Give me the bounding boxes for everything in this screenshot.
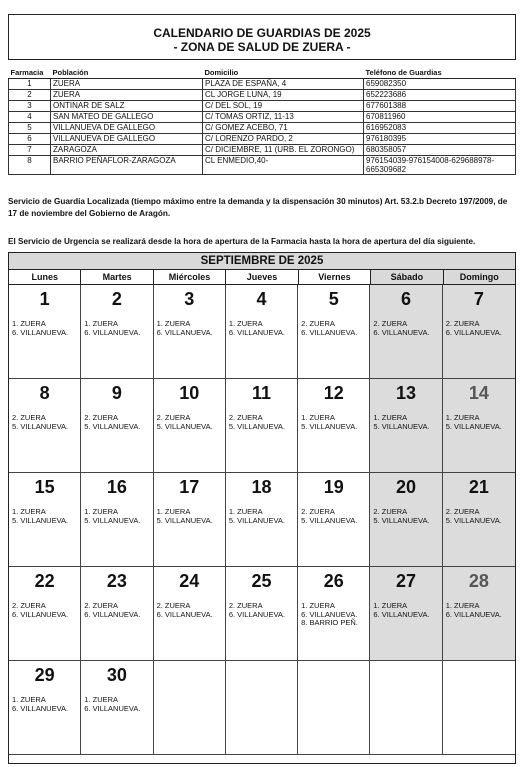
calendar-day — [298, 567, 370, 661]
guard-entry: 5. VILLANUEVA. — [301, 421, 358, 431]
calendar-day — [226, 473, 298, 567]
guard-entry: 6. VILLANUEVA. — [84, 609, 141, 619]
calendar-day — [81, 473, 153, 567]
cell-domicilio: C/ TOMAS ORTIZ, 11-13 — [203, 112, 364, 123]
cell-domicilio: C/ DICIEMBRE, 11 (URB. EL ZORONGO) — [203, 145, 364, 156]
guard-entry: 1. ZUERA — [84, 319, 119, 328]
guard-entry: 5. VILLANUEVA. — [12, 515, 69, 525]
col-farmacia: Farmacia — [9, 66, 51, 79]
guard-entry: 5. VILLANUEVA. — [373, 515, 430, 525]
cell-telefono: 680358057 — [364, 145, 516, 156]
calendar-day — [154, 567, 226, 661]
weekday-sun: Domingo — [444, 270, 515, 284]
guard-entry: 6. VILLANUEVA. — [445, 327, 502, 337]
guard-entry: 5. VILLANUEVA. — [373, 421, 430, 431]
guard-entry: 5. VILLANUEVA. — [445, 515, 502, 525]
weekday-tue: Martes — [81, 270, 153, 284]
day-number: 7 — [473, 289, 484, 309]
cell-domicilio: C/ LORENZO PARDO, 2 — [203, 134, 364, 145]
calendar-empty-cell — [370, 661, 442, 755]
guard-list — [229, 508, 297, 525]
guard-entry: 6. VILLANUEVA. — [12, 609, 69, 619]
guard-list — [84, 320, 152, 337]
weekday-mon: Lunes — [9, 270, 81, 284]
day-number: 25 — [251, 571, 272, 591]
guard-entry: 1. ZUERA — [301, 601, 335, 610]
calendar-day — [9, 473, 81, 567]
calendar-empty-cell — [154, 661, 226, 755]
calendar-day — [154, 473, 226, 567]
calendar-day — [81, 285, 153, 379]
pharmacy-table-body — [9, 79, 516, 175]
cell-farmacia: 6 — [9, 134, 51, 145]
calendar-day — [443, 473, 515, 567]
calendar-grid — [9, 285, 515, 755]
guard-entry: 8. BARRIO PEÑ. — [301, 618, 358, 627]
day-number: 26 — [323, 571, 344, 591]
guard-list — [301, 602, 369, 628]
table-row — [9, 123, 516, 134]
guard-list — [157, 602, 225, 619]
urgency-note: El Servicio de Urgencia se realizará desde la hora de apertura de la Farmacia hasta la hora de apertura del día siguiente. — [8, 237, 476, 246]
title-box — [8, 14, 516, 60]
weekday-sat: Sábado — [371, 270, 443, 284]
guard-entry: 1. ZUERA — [84, 507, 119, 516]
cell-farmacia: 2 — [9, 90, 51, 101]
guard-entry: 2. ZUERA — [228, 413, 263, 422]
guard-entry: 5. VILLANUEVA. — [228, 421, 285, 431]
guard-list — [446, 508, 515, 525]
guard-entry: 1. ZUERA — [156, 507, 191, 516]
guard-entry: 6. VILLANUEVA. — [301, 327, 358, 337]
day-number: 20 — [396, 477, 417, 497]
guard-entry: 2. ZUERA — [12, 601, 46, 610]
calendar-day — [226, 285, 298, 379]
guard-entry: 1. ZUERA — [445, 413, 480, 422]
guard-list — [84, 602, 152, 619]
guard-entry: 1. ZUERA — [156, 319, 191, 328]
guard-list — [446, 414, 515, 431]
guard-entry: 2. ZUERA — [301, 507, 335, 516]
guard-note: Servicio de Guardia Localizada (tiempo máximo entre la demanda y la dispensación 30 minutos) Art. 53.2.b Decreto 197/2009, de 17 de noviembre del Gobierno de Aragón. — [8, 197, 508, 218]
guard-entry: 1. ZUERA — [373, 601, 408, 610]
guard-entry: 5. VILLANUEVA. — [228, 515, 285, 525]
guard-entry: 2. ZUERA — [445, 507, 480, 516]
cell-poblacion: ONTINAR DE SALZ — [51, 101, 203, 112]
guard-entry: 6. VILLANUEVA. — [228, 609, 285, 619]
day-number: 24 — [179, 571, 200, 591]
calendar-day — [443, 379, 515, 473]
cell-domicilio: CL ENMEDIO,40- — [203, 156, 364, 175]
cell-farmacia: 7 — [9, 145, 51, 156]
guard-entry: 2. ZUERA — [373, 507, 408, 516]
cell-farmacia: 5 — [9, 123, 51, 134]
calendar-empty-cell — [443, 661, 515, 755]
cell-domicilio: PLAZA DE ESPAÑA, 4 — [203, 79, 364, 90]
day-number: 12 — [323, 383, 344, 403]
calendar-day — [81, 661, 153, 755]
calendar-day — [370, 567, 442, 661]
calendar — [8, 252, 516, 764]
guard-list — [84, 508, 152, 525]
cell-domicilio: C/ GOMEZ ACEBO, 71 — [203, 123, 364, 134]
day-number: 8 — [39, 383, 50, 403]
day-number: 3 — [184, 289, 195, 309]
col-domicilio: Domicilio — [203, 66, 364, 79]
guard-entry: 2. ZUERA — [84, 601, 119, 610]
guard-list — [12, 320, 80, 337]
calendar-day — [9, 567, 81, 661]
guard-list — [12, 696, 80, 713]
guard-list — [229, 320, 297, 337]
guard-list — [373, 414, 441, 431]
pharmacy-table — [8, 66, 516, 175]
guard-entry: 2. ZUERA — [445, 319, 480, 328]
cell-poblacion: ZUERA — [51, 79, 203, 90]
cell-domicilio: CL JORGE LUNA, 19 — [203, 90, 364, 101]
guard-entry: 1. ZUERA — [445, 601, 480, 610]
guard-list — [84, 414, 152, 431]
guard-list — [301, 320, 369, 337]
cell-farmacia: 4 — [9, 112, 51, 123]
guard-list — [157, 508, 225, 525]
guard-entry: 2. ZUERA — [12, 413, 46, 422]
calendar-day — [370, 473, 442, 567]
cell-poblacion: BARRIO PEÑAFLOR-ZARAGOZA — [51, 156, 203, 175]
guard-list — [373, 320, 441, 337]
guard-entry: 2. ZUERA — [156, 413, 191, 422]
title-line-1: CALENDARIO DE GUARDIAS DE 2025 — [153, 26, 371, 40]
table-row — [9, 156, 516, 175]
guard-entry: 1. ZUERA — [301, 413, 335, 422]
calendar-month: SEPTIEMBRE DE 2025 — [9, 253, 515, 270]
calendar-day — [81, 567, 153, 661]
table-row — [9, 112, 516, 123]
calendar-day — [298, 285, 370, 379]
calendar-empty-cell — [226, 661, 298, 755]
calendar-day — [154, 285, 226, 379]
day-number: 27 — [396, 571, 417, 591]
guard-entry: 1. ZUERA — [228, 507, 263, 516]
title-line-2: - ZONA DE SALUD DE ZUERA - — [173, 40, 351, 54]
day-number: 29 — [34, 665, 55, 685]
day-number: 28 — [468, 571, 489, 591]
day-number: 5 — [328, 289, 339, 309]
cell-telefono: 616952083 — [364, 123, 516, 134]
guard-list — [446, 320, 515, 337]
guard-entry: 5. VILLANUEVA. — [301, 515, 358, 525]
guard-entry: 2. ZUERA — [373, 319, 408, 328]
table-row — [9, 134, 516, 145]
table-row — [9, 90, 516, 101]
day-number: 11 — [251, 383, 271, 403]
cell-telefono: 976154039-976154008-629688978-665309682 — [364, 156, 516, 175]
day-number: 1 — [39, 289, 50, 309]
guard-entry: 1. ZUERA — [373, 413, 408, 422]
guard-entry: 6. VILLANUEVA. — [156, 327, 213, 337]
guard-entry: 2. ZUERA — [156, 601, 191, 610]
day-number: 10 — [179, 383, 200, 403]
weekday-wed: Miércoles — [154, 270, 226, 284]
guard-entry: 6. VILLANUEVA. — [12, 703, 69, 713]
day-number: 30 — [106, 665, 127, 685]
table-row — [9, 79, 516, 90]
guard-entry: 6. VILLANUEVA. — [373, 609, 430, 619]
guard-entry: 6. VILLANUEVA. — [373, 327, 430, 337]
day-number: 17 — [179, 477, 200, 497]
day-number: 4 — [256, 289, 267, 309]
calendar-day — [370, 379, 442, 473]
cell-telefono: 677601388 — [364, 101, 516, 112]
cell-telefono: 659082350 — [364, 79, 516, 90]
table-row — [9, 101, 516, 112]
calendar-day — [226, 379, 298, 473]
guard-entry: 5. VILLANUEVA. — [156, 421, 213, 431]
guard-list — [229, 414, 297, 431]
calendar-day — [443, 285, 515, 379]
cell-domicilio: C/ DEL SOL, 19 — [203, 101, 364, 112]
guard-entry: 5. VILLANUEVA. — [445, 421, 502, 431]
day-number: 19 — [323, 477, 344, 497]
cell-farmacia: 8 — [9, 156, 51, 175]
cell-telefono: 976180395 — [364, 134, 516, 145]
calendar-day — [443, 567, 515, 661]
weekday-header — [9, 270, 515, 285]
guard-entry: 5. VILLANUEVA. — [84, 421, 141, 431]
guard-list — [157, 320, 225, 337]
guard-entry: 5. VILLANUEVA. — [12, 421, 69, 431]
cell-poblacion: VILLANUEVA DE GALLEGO — [51, 123, 203, 134]
table-row — [9, 145, 516, 156]
guard-entry: 6. VILLANUEVA. — [156, 609, 213, 619]
weekday-thu: Jueves — [226, 270, 298, 284]
calendar-day — [370, 285, 442, 379]
cell-poblacion: ZUERA — [51, 90, 203, 101]
guard-list — [446, 602, 515, 619]
day-number: 22 — [34, 571, 55, 591]
guard-entry: 1. ZUERA — [12, 507, 46, 516]
guard-entry: 6. VILLANUEVA. — [301, 609, 358, 619]
day-number: 14 — [468, 383, 489, 403]
guard-list — [373, 508, 441, 525]
calendar-day — [9, 661, 81, 755]
guard-list — [84, 696, 152, 713]
cell-telefono: 670811960 — [364, 112, 516, 123]
cell-telefono: 652223686 — [364, 90, 516, 101]
cell-farmacia: 3 — [9, 101, 51, 112]
guard-list — [301, 414, 369, 431]
calendar-empty-cell — [298, 661, 370, 755]
pharmacy-table-header — [9, 66, 516, 79]
guard-entry: 1. ZUERA — [84, 695, 119, 704]
day-number: 6 — [401, 289, 412, 309]
day-number: 9 — [111, 383, 122, 403]
guard-list — [157, 414, 225, 431]
day-number: 18 — [251, 477, 272, 497]
calendar-day — [9, 379, 81, 473]
guard-entry: 5. VILLANUEVA. — [156, 515, 213, 525]
guard-entry: 6. VILLANUEVA. — [84, 703, 141, 713]
cell-poblacion: ZARAGOZA — [51, 145, 203, 156]
col-poblacion: Población — [51, 66, 203, 79]
guard-entry: 2. ZUERA — [228, 601, 263, 610]
day-number: 16 — [106, 477, 127, 497]
guard-list — [12, 602, 80, 619]
day-number: 15 — [34, 477, 55, 497]
guard-list — [301, 508, 369, 525]
calendar-day — [226, 567, 298, 661]
cell-poblacion: VILLANUEVA DE GALLEGO — [51, 134, 203, 145]
guard-entry: 1. ZUERA — [12, 319, 46, 328]
calendar-day — [9, 285, 81, 379]
guard-list — [373, 602, 441, 619]
calendar-day — [154, 379, 226, 473]
calendar-day — [298, 379, 370, 473]
guard-entry: 6. VILLANUEVA. — [445, 609, 502, 619]
weekday-fri: Viernes — [299, 270, 371, 284]
cell-farmacia: 1 — [9, 79, 51, 90]
day-number: 23 — [106, 571, 127, 591]
guard-entry: 1. ZUERA — [12, 695, 46, 704]
guard-entry: 2. ZUERA — [301, 319, 335, 328]
guard-list — [229, 602, 297, 619]
day-number: 21 — [468, 477, 489, 497]
guard-entry: 1. ZUERA — [228, 319, 263, 328]
guard-entry: 6. VILLANUEVA. — [84, 327, 141, 337]
day-number: 13 — [396, 383, 417, 403]
cell-poblacion: SAN MATEO DE GALLEGO — [51, 112, 203, 123]
guard-entry: 6. VILLANUEVA. — [228, 327, 285, 337]
guard-entry: 5. VILLANUEVA. — [84, 515, 141, 525]
calendar-day — [81, 379, 153, 473]
day-number: 2 — [111, 289, 122, 309]
guard-list — [12, 508, 80, 525]
guard-entry: 2. ZUERA — [84, 413, 119, 422]
guard-list — [12, 414, 80, 431]
calendar-day — [298, 473, 370, 567]
guard-entry: 6. VILLANUEVA. — [12, 327, 69, 337]
col-telefono: Teléfono de Guardias — [364, 66, 516, 79]
